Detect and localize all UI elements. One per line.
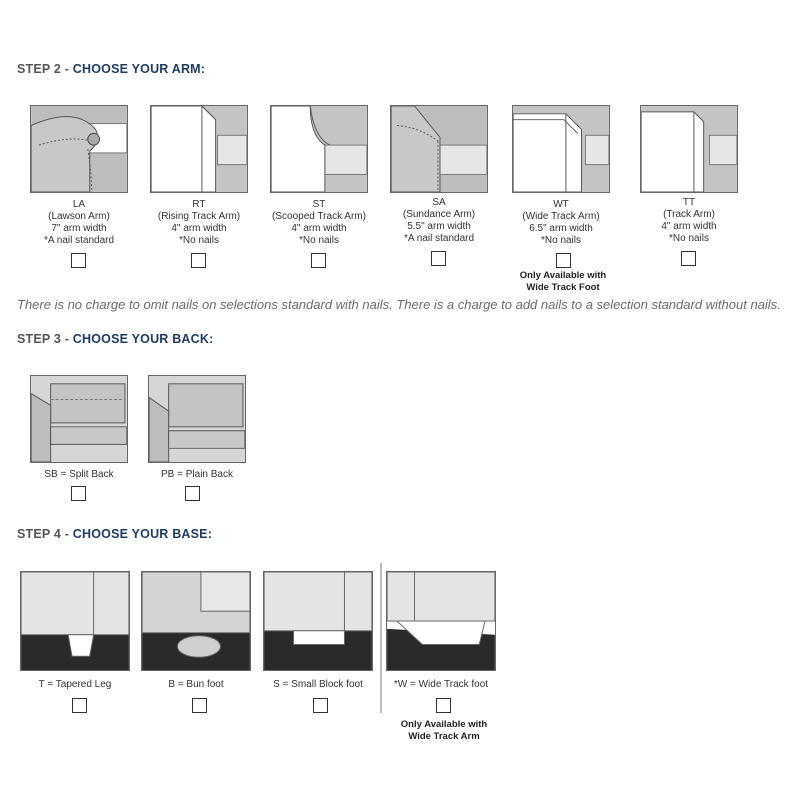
arm-code: RT [192, 199, 206, 210]
arm-wt-caption [511, 199, 611, 247]
arm-code: TT [682, 197, 696, 208]
step4-number: STEP 4 - [17, 527, 70, 541]
split-back-checkbox[interactable] [71, 486, 86, 501]
step2-number: STEP 2 - [17, 62, 70, 76]
step3-number: STEP 3 - [17, 332, 70, 346]
arm-tt-caption [639, 197, 739, 245]
arm-tt-checkbox[interactable] [681, 251, 696, 266]
availability-line: Only Available with [519, 270, 607, 281]
arm-name: (Sundance Arm) [402, 209, 476, 220]
nail-charge-note: There is no charge to omit nails on selections standard with nails. There is a charge to add nails to a selection standard without nails. [17, 297, 781, 312]
availability-line: Wide Track Arm [408, 731, 480, 742]
arm-name: (Rising Track Arm) [157, 211, 241, 222]
arm-rt-caption [149, 199, 249, 247]
rising-track-arm-icon [150, 105, 248, 193]
tapered-leg-icon [20, 571, 130, 671]
tapered-leg-checkbox[interactable] [72, 698, 87, 713]
wide-track-foot-caption: *W = Wide Track foot [393, 679, 489, 690]
arm-code: WT [553, 199, 569, 210]
arm-la-checkbox[interactable] [71, 253, 86, 268]
small-block-foot-caption: S = Small Block foot [273, 679, 363, 690]
arm-wt-checkbox[interactable] [556, 253, 571, 268]
wide-track-foot-availability-note [384, 719, 504, 743]
step4-heading [17, 527, 212, 541]
bun-foot-icon [141, 571, 251, 671]
plain-back-checkbox[interactable] [185, 486, 200, 501]
arm-la-caption [29, 199, 129, 247]
step2-title: CHOOSE YOUR ARM: [72, 62, 206, 76]
plain-back-caption: PB = Plain Back [161, 469, 233, 480]
lawson-arm-icon [30, 105, 128, 193]
arm-nails: *No nails [298, 235, 340, 246]
arm-width: 4" arm width [171, 223, 227, 234]
wide-track-foot-checkbox[interactable] [436, 698, 451, 713]
split-back-icon [30, 375, 128, 463]
arm-code: LA [72, 199, 86, 210]
step3-heading [17, 332, 213, 346]
plain-back-icon [148, 375, 246, 463]
step2-heading [17, 62, 205, 76]
arm-sa-caption [389, 197, 489, 245]
tapered-leg-caption: T = Tapered Leg [38, 679, 112, 690]
wt-availability-note [503, 270, 623, 294]
track-arm-icon [640, 105, 738, 193]
step3-title: CHOOSE YOUR BACK: [72, 332, 214, 346]
arm-name: (Lawson Arm) [48, 211, 110, 222]
arm-name: (Track Arm) [663, 209, 715, 220]
step4-title: CHOOSE YOUR BASE: [72, 527, 213, 541]
arm-nails: *No nails [540, 235, 582, 246]
arm-st-caption [269, 199, 369, 247]
small-block-foot-icon [263, 571, 373, 671]
arm-width: 7" arm width [51, 223, 107, 234]
arm-code: ST [312, 199, 326, 210]
arm-nails: *No nails [668, 233, 710, 244]
arm-nails: *A nail standard [43, 235, 115, 246]
arm-sa-checkbox[interactable] [431, 251, 446, 266]
arm-st-checkbox[interactable] [311, 253, 326, 268]
section-divider [380, 563, 382, 713]
wide-track-foot-icon [386, 571, 496, 671]
availability-line: Wide Track Foot [526, 282, 600, 293]
bun-foot-caption: B = Bun foot [168, 679, 224, 690]
bun-foot-checkbox[interactable] [192, 698, 207, 713]
arm-name: (Scooped Track Arm) [272, 211, 366, 222]
scooped-track-arm-icon [270, 105, 368, 193]
arm-nails: *No nails [178, 235, 220, 246]
arm-width: 4" arm width [291, 223, 347, 234]
arm-name: (Wide Track Arm) [522, 211, 600, 222]
availability-line: Only Available with [400, 719, 488, 730]
arm-width: 5.5" arm width [407, 221, 471, 232]
arm-code: SA [432, 197, 446, 208]
arm-width: 6.5" arm width [529, 223, 593, 234]
arm-nails: *A nail standard [403, 233, 475, 244]
split-back-caption: SB = Split Back [44, 469, 114, 480]
sundance-arm-icon [390, 105, 488, 193]
small-block-foot-checkbox[interactable] [313, 698, 328, 713]
arm-rt-checkbox[interactable] [191, 253, 206, 268]
arm-width: 4" arm width [661, 221, 717, 232]
wide-track-arm-icon [512, 105, 610, 193]
